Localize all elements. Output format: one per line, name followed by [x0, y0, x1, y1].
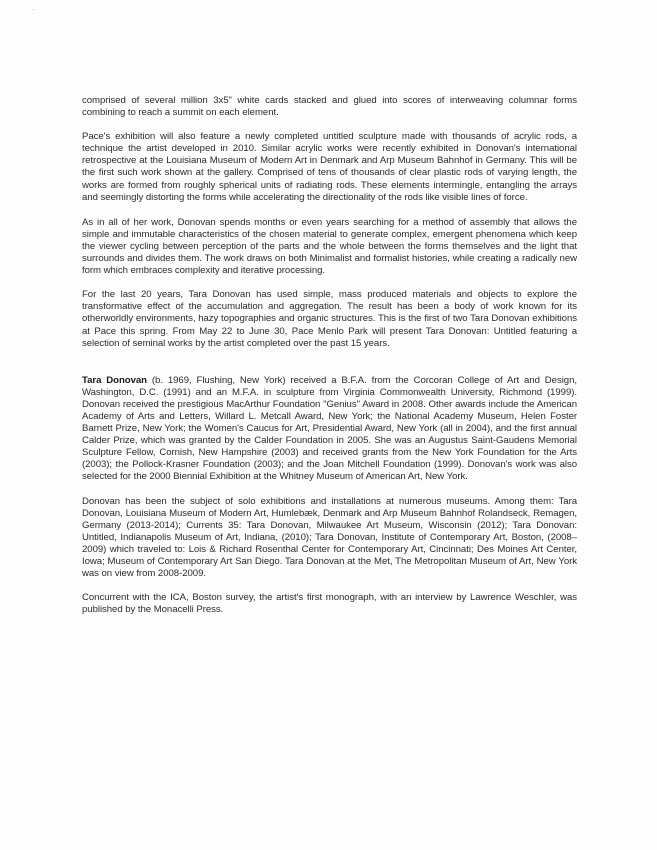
document-body [82, 95, 577, 616]
paragraph-exhibitions: Donovan has been the subject of solo exhibitions and installations at numerous museums. Among them: Tara Donovan, Louisiana Museum of Modern Art, Humlebæk, Denmark and Arp Museum Bahnhof Rolandseck, Remagen, Germany (2013-2014); Currents 35: Tara Donovan, Milwaukee Art Museum, Wisconsin (2012); Tara Donovan: Untitled, Indianapolis Museum of Art, Indiana, (2010); Tara Donovan, Institute of Contemporary Art, Boston, (2008–2009) which traveled to: Lois & Richard Rosenthal Center for Contemporary Art, Cincinnati; Des Moines Art Center, Iowa; Museum of Contemporary Art San Diego. Tara Donovan at the Met, The Metropolitan Museum of Art, New York was on view from 2008-2009. [82, 495, 577, 580]
artist-name: Tara Donovan [82, 374, 147, 386]
paragraph-method-of-assembly: As in all of her work, Donovan spends months or even years searching for a method of assembly that allows the simple and immutable characteristics of the chosen material to generate complex, emergent phenomena which keep the viewer cycling between perception of the parts and the whole between the forms themselves and the light that surrounds and divides them. The work draws on both Minimalist and formalist histories, while creating a radically new form which embraces complexity and iterative processing. [82, 216, 577, 277]
paragraph-biography [82, 375, 577, 484]
scan-speck: · [32, 5, 35, 14]
paragraph-acrylic-sculpture: Pace's exhibition will also feature a newly completed untitled sculpture made with thousands of acrylic rods, a technique the artist developed in 2010. Similar acrylic works were recently exhibited in Donovan's international retrospective at the Louisiana Museum of Modern Art in Denmark and Arp Museum Bahnhof in Germany. This will be the first such work shown at the gallery. Comprised of tens of thousands of clear plastic rods of varying length, the works are formed from roughly spherical units of radiating rods. These elements intermingle, entangling the arrays and seemingly distorting the forms while accelerating the directionality of the rods like visible lines of force. [82, 131, 577, 203]
biography-text: (b. 1969, Flushing, New York) received a B.F.A. from the Corcoran College of Art and Design, Washington, D.C. (1991) and an M.F.A. in sculpture from Virginia Commonwealth University, Richmond (1999). Donovan received the prestigious MacArthur Foundation "Genius" Award in 2008. Other awards include the American Academy of Arts and Letters, Willard L. Metcall Award, New York; the National Academy Museum, Helen Foster Barnett Prize, New York; the Women's Caucus for Art, Presidential Award, New York (all in 2004), and the first annual Calder Prize, which was granted by the Calder Foundation in 2005. She was an Augustus Saint-Gaudens Memorial Sculpture Fellow, Cornish, New Hampshire (2003) and received grants from the New York Foundation for the Arts (2003); the Pollock-Krasner Foundation (2003); and the Joan Mitchell Foundation (1999). Donovan's work was also selected for the 2000 Biennial Exhibition at the Whitney Museum of American Art, New York. [82, 374, 577, 483]
paragraph-monograph: Concurrent with the ICA, Boston survey, the artist's first monograph, with an interview by Lawrence Weschler, was published by the Monacelli Press. [82, 592, 577, 616]
paragraph-twenty-years: For the last 20 years, Tara Donovan has used simple, mass produced materials and objects to explore the transformative effect of the accumulation and aggregation. The result has been a body of work known for its otherworldly environments, hazy topographies and organic structures. This is the first of two Tara Donovan exhibitions at Pace this spring. From May 22 to June 30, Pace Menlo Park will present Tara Donovan: Untitled featuring a selection of seminal works by the artist completed over the past 15 years. [82, 289, 577, 349]
paragraph-cards-continuation: comprised of several million 3x5" white cards stacked and glued into scores of interweaving columnar forms combining to reach a summit on each element. [82, 95, 577, 119]
